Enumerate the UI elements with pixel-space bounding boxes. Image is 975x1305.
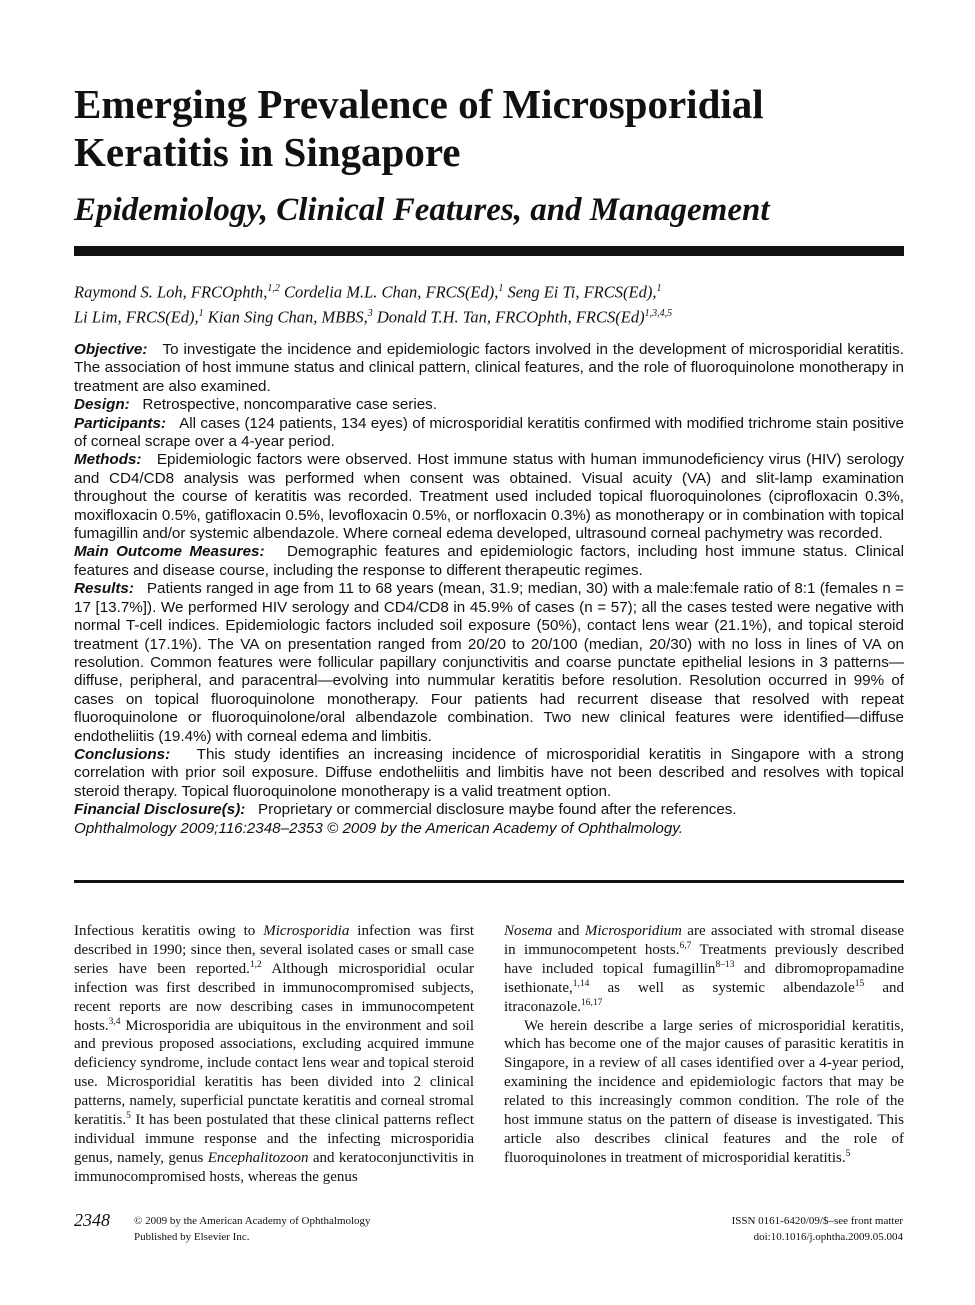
reference-citation: 6,7 <box>679 940 692 951</box>
body-paragraph-continued <box>504 922 904 1017</box>
author-name: Kian Sing Chan, MBBS, <box>207 307 368 326</box>
title-divider <box>74 246 904 256</box>
reference-citation: 1,2 <box>249 959 262 970</box>
abstract-text: To investigate the incidence and epidemiologic factors involved in the development of microsporidial keratitis. The association of host immune status and clinical pattern, clinical features, and the role of fluoroquinolone monotherapy in treatment are also examined. <box>74 341 904 395</box>
body-text: It has been postulated that these clinical patterns reflect individual immune response and the infecting microsporidia genus, namely, genus <box>74 1112 474 1166</box>
body-paragraph <box>74 922 474 1187</box>
abstract-objective <box>74 341 904 396</box>
reference-citation: 1,14 <box>572 978 590 989</box>
abstract-heading: Main Outcome Measures: <box>74 543 265 561</box>
body-text: We herein describe a large series of microsporidial keratitis, which has become one of the major causes of parasitic keratitis in Singapore, in a review of all cases identified over a 4-year period, examining the incidence and epidemiologic factors that may be related to this increasingly common condition. The role of the host immune status on the pattern of disease is investigated. This article also describes clinical features and the role of fluoroquinolones in treatment of microsporidial keratitis. <box>504 1017 904 1166</box>
abstract-conclusions <box>74 746 904 801</box>
author-affiliation: 1 <box>498 283 504 294</box>
reference-citation: 8–13 <box>715 959 735 970</box>
abstract <box>74 341 904 838</box>
abstract-heading: Objective: <box>74 341 148 358</box>
abstract-text: Retrospective, noncomparative case series. <box>142 396 437 414</box>
abstract-text: Epidemiologic factors were observed. Host immune status with human immunodeficiency virus (HIV) serology and CD4/CD8 analysis was performed when consent was obtained. Visual acuity (VA) and slit-lamp examination throughout the course of keratitis was recorded. Treatment used included topical fluoroquinolones (ciprofloxacin 0.3%, moxifloxacin 0.5%, gatifloxacin 0.5%, levofloxacin 0.5%, or norfloxacin 0.3%) as monotherapy or in combination with topical fumagillin and/or systemic albendazole. Where corneal edema developed, ultrasound corneal pachymetry was recorded. <box>74 451 904 543</box>
author-affiliation: 1 <box>198 307 204 319</box>
body-text: infection was first described in 1990; since then, several isolated cases or small case series have been reported. <box>74 923 474 977</box>
journal-citation: Ophthalmology 2009;116:2348–2353 © 2009 by the American Academy of Ophthalmology. <box>74 819 683 837</box>
genus-name: Microsporidium <box>584 923 682 939</box>
abstract-heading: Results: <box>74 580 134 598</box>
body-text: are associated with stromal disease in immunocompetent hosts. <box>504 923 904 958</box>
abstract-text: This study identifies an increasing incidence of microsporidial keratitis in Singapore with a strong correlation with prior soil exposure. Diffuse endotheliitis and limbitis have not been described and resolves with topical steroid therapy. Topical fluoroquinolone monotherapy is a valid treatment option. <box>74 745 904 800</box>
body-text: as well as systemic albendazole <box>589 979 855 996</box>
abstract-heading: Methods: <box>74 451 142 469</box>
reference-citation: 5 <box>845 1148 851 1159</box>
copyright-line: © 2009 by the American Academy of Ophthalmology <box>134 1215 371 1227</box>
body-text: and <box>552 923 585 939</box>
author-affiliation: 3 <box>367 307 373 319</box>
abstract-design <box>74 396 904 414</box>
abstract-outcome-measures <box>74 543 904 580</box>
doi-line[interactable]: doi:10.1016/j.ophtha.2009.05.004 <box>753 1231 903 1243</box>
genus-name: Nosema <box>504 923 553 939</box>
body-text: and keratoconjunctivitis in immunocompromised hosts, whereas the genus <box>74 1149 474 1185</box>
abstract-financial-disclosure <box>74 801 904 819</box>
author-affiliation: 1 <box>656 283 662 294</box>
article-title: Emerging Prevalence of Microsporidial Keratitis in Singapore <box>74 81 764 175</box>
issn-line: ISSN 0161-6420/09/$–see front matter <box>731 1215 903 1227</box>
abstract-text: Proprietary or commercial disclosure maybe found after the references. <box>258 801 737 819</box>
genus-name: Microsporidia <box>263 923 350 939</box>
author-list <box>74 278 904 327</box>
footer-publisher-info <box>134 1213 371 1245</box>
author-affiliation: 1,2 <box>267 283 280 294</box>
reference-citation: 15 <box>854 978 865 989</box>
author-name: Cordelia M.L. Chan, FRCS(Ed), <box>284 282 499 302</box>
reference-citation: 5 <box>126 1111 131 1122</box>
abstract-divider <box>74 880 904 883</box>
author-name: Li Lim, FRCS(Ed), <box>74 307 199 326</box>
author-affiliation: 1,3,4,5 <box>644 307 673 319</box>
body-text: Microsporidia are ubiquitous in the environment and soil and previous proposed associations, excluding acquired immune deficiency syndrome, include contact lens wear and topical steroid use. Microsporidial keratitis has been divided into 2 clinical patterns, namely, superficial punctate keratitis and corneal stromal keratitis. <box>74 1017 474 1129</box>
genus-name: Encephalitozoon <box>207 1149 309 1166</box>
body-text: and itraconazole. <box>504 979 904 1015</box>
abstract-results <box>74 580 904 746</box>
abstract-heading: Conclusions: <box>74 745 171 763</box>
body-column-left <box>74 922 474 1187</box>
article-subtitle: Epidemiology, Clinical Features, and Management <box>74 192 770 228</box>
abstract-participants <box>74 415 904 452</box>
body-paragraph <box>504 1017 904 1168</box>
body-text: Although microsporidial ocular infection was first described in immunocompromised subjects, recent reports are now describing cases in immunocompetent hosts. <box>74 960 474 1034</box>
author-name: Seng Ei Ti, FRCS(Ed), <box>507 282 657 302</box>
abstract-text: All cases (124 patients, 134 eyes) of microsporidial keratitis confirmed with modified trichrome stain positive of corneal scrape over a 4-year period. <box>74 414 904 451</box>
abstract-heading: Design: <box>74 396 130 414</box>
abstract-heading: Financial Disclosure(s): <box>74 801 246 819</box>
abstract-text: Patients ranged in age from 11 to 68 years (mean, 31.9; median, 30) with a male:female ratio of 8:1 (females n = 17 [13.7%]). We performed HIV serology and CD4/CD8 in 45.9% of cases (n = 57); all the cases tested were negative with normal T-cell indices. Epidemiologic factors included soil exposure (50%), contact lens wear (21.1%), and topical steroid treatment (17.1%). The VA on presentation ranged from 20/20 to 20/100 (median, 20/30) with no loss in lines of VA on resolution. Common features were follicular papillary conjunctivitis and coarse punctate epithelial lesions in 3 patterns—diffuse, peripheral, and paracentral—evolving into nummular keratitis before resolution. Resolution occurred in 99% of cases on topical fluoroquinolone monotherapy. Four patients had recurrent disease that resolved with repeat fluoroquinolone or fluoroquinolone/oral albendazole combination. Two new clinical features were identified—diffuse endotheliitis (19.4%) with corneal edema and limbitis. <box>74 580 904 745</box>
reference-citation: 16,17 <box>581 997 603 1008</box>
author-name: Raymond S. Loh, FRCOphth, <box>74 282 268 302</box>
page-number: 2348 <box>74 1210 110 1230</box>
footer-identifiers <box>732 1213 903 1245</box>
body-text: Infectious keratitis owing to <box>74 923 264 939</box>
body-text: and dibromopropamadine isethionate, <box>504 960 904 996</box>
author-name: Donald T.H. Tan, FRCOphth, FRCS(Ed) <box>376 307 645 326</box>
abstract-heading: Participants: <box>74 414 166 432</box>
publisher-line: Published by Elsevier Inc. <box>134 1231 250 1243</box>
body-column-right <box>504 922 904 1168</box>
abstract-text: Demographic features and epidemiologic factors, including host immune status. Clinical features and disease course, including the response to different therapeutic regimes. <box>74 543 904 579</box>
abstract-methods <box>74 451 904 543</box>
body-text: Treatments previously described have included topical fumagillin <box>504 941 904 977</box>
reference-citation: 3,4 <box>108 1016 121 1027</box>
